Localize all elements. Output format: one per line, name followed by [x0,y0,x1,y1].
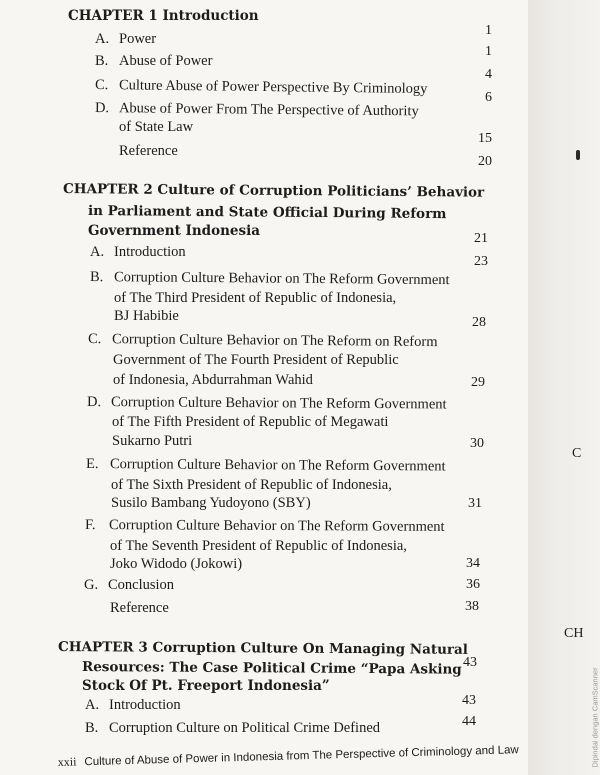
toc-entry: G. Conclusion [84,577,175,593]
toc-entry-continuation: of The Fifth President of Republic of Megawati [112,414,389,430]
toc-entry-continuation: BJ Habibie [114,308,179,324]
page-number: 20 [478,154,492,169]
toc-entry-continuation: Government of The Fourth President of Republic [113,352,399,368]
toc-entry: F. Corruption Culture Behavior on The Reform Government [84,517,445,535]
page-number: 31 [468,496,482,511]
chapter-2-title-line: Government Indonesia [88,223,260,239]
toc-entry: A. Introduction [90,244,186,260]
ink-mark [576,150,580,160]
page-number: 36 [466,577,480,592]
page-number: 43 [462,693,476,708]
toc-entry-continuation: of The Sixth President of Republic of Indonesia, [111,477,392,493]
toc-entry: B. Abuse of Power [95,53,213,69]
toc-entry: C. Culture Abuse of Power Perspective By Criminology [94,77,428,98]
page-number: 1 [485,23,492,38]
page-number: 21 [474,231,488,246]
page-number: 44 [462,714,476,729]
page-number: 15 [478,131,492,146]
toc-entry-continuation: of The Seventh President of Republic of Indonesia, [110,538,407,554]
toc-entry: C. Corruption Culture Behavior on The Reform on Reform [87,331,438,351]
toc-entry-continuation: of Indonesia, Abdurrahman Wahid [113,372,313,388]
page-number: 43 [463,655,477,670]
page-number: 30 [470,436,484,451]
toc-entry: D. Abuse of Power From The Perspective of Authority [94,100,419,120]
toc-reference: Reference [110,600,169,616]
toc-entry: D. Corruption Culture Behavior on The Reform Government [86,394,447,413]
page-number: 38 [465,599,479,614]
toc-entry-continuation: Sukarno Putri [112,433,193,449]
page-number: 6 [485,90,492,105]
toc-entry: A. Introduction [85,697,181,713]
chapter-3-title-line: CHAPTER 3 Corruption Culture On Managing Natural [57,639,468,658]
toc-entry: B. Corruption Culture Behavior on The Reform Government [89,269,450,289]
toc-entry-continuation: of State Law [119,119,194,135]
adjacent-page-letter: C [572,446,582,461]
chapter-2-title-line: in Parliament and State Official During Reform [87,203,447,223]
toc-entry: E. Corruption Culture Behavior on The Reform Government [85,456,446,475]
toc-entry-continuation: of The Third President of Republic of Indonesia, [114,290,397,306]
page-number: 29 [471,375,485,390]
adjacent-page-letters: CH [564,626,584,641]
footer-page-number: xxii [57,754,77,770]
toc-entry: A. Power [95,31,157,47]
chapter-1-title: CHAPTER 1 Introduction [68,8,259,24]
page-footer [58,742,519,770]
chapter-3-title-line: Stock Of Pt. Freeport Indonesia” [82,678,330,694]
page-number: 4 [485,67,492,82]
chapter-2-title-line: CHAPTER 2 Culture of Corruption Politicians’ Behavior [62,181,485,201]
toc-entry-continuation: Susilo Bambang Yudoyono (SBY) [111,495,311,511]
page-number: 1 [485,44,492,59]
toc-reference: Reference [119,143,178,159]
scanner-watermark: Dipindai dengan CamScanner [590,667,600,768]
toc-entry: B. Corruption Culture on Political Crime Defined [85,720,381,736]
chapter-3-title-line: Resources: The Case Political Crime “Papa Asking [81,659,462,678]
footer-running-title: Culture of Abuse of Power in Indonesia from The Perspective of Criminology and Law [84,744,519,769]
page-number: 23 [474,254,488,269]
page-number: 28 [472,315,486,330]
page-number: 34 [466,556,480,571]
toc-entry-continuation: Joko Widodo (Jokowi) [110,556,243,572]
